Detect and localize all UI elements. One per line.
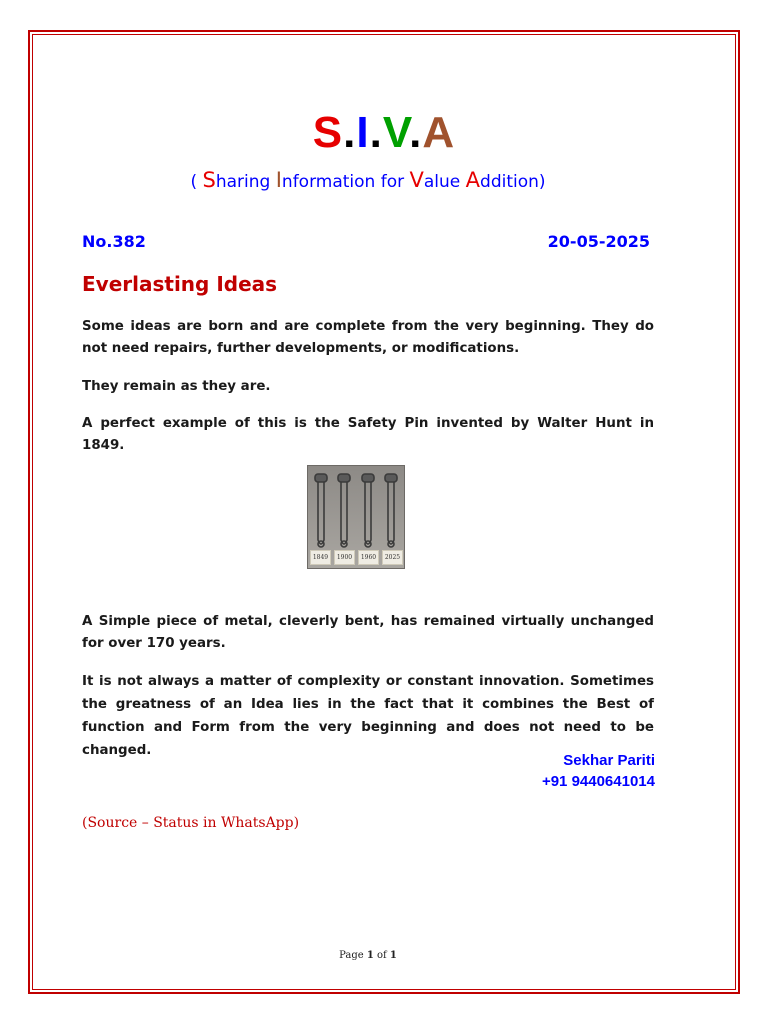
paragraph-5: It is not always a matter of complexity or constant innovation. Sometimes the greatness of an Idea lies in the fact that it combines the Best of function and Form from the very beginning and does not need to be changed. (82, 674, 654, 758)
logo-dot: . (369, 108, 383, 157)
pin-label-1960: 1960 (358, 550, 379, 565)
tagline-i: I (275, 168, 282, 192)
source-note: (Source – Status in WhatsApp) (82, 815, 300, 831)
pin-label-1900: 1900 (334, 550, 355, 565)
logo-dot: . (409, 108, 423, 157)
tagline-i-rest: nformation for (281, 172, 410, 192)
tagline-v-rest: alue (423, 172, 466, 192)
siva-logo (0, 108, 768, 158)
paragraph-2: They remain as they are. (82, 379, 271, 394)
pin-label-2025: 2025 (382, 550, 403, 565)
article-title: Everlasting Ideas (82, 272, 278, 296)
tagline-a: A (465, 168, 481, 192)
safety-pins-image (307, 465, 405, 569)
issue-date: 20-05-2025 (547, 232, 650, 251)
tagline-v: V (409, 168, 424, 192)
tagline (0, 168, 736, 194)
logo-letter-s: S (312, 108, 344, 157)
author-name: Sekhar Pariti (563, 752, 655, 769)
logo-letter-i: I (356, 108, 370, 157)
pin-label-1849: 1849 (310, 550, 331, 565)
page-footer (0, 950, 736, 961)
logo-letter-a: A (422, 108, 456, 157)
paragraph-1: Some ideas are born and are complete from the very beginning. They do not need repairs, further developments, or modifications. (82, 319, 654, 356)
paragraph-3: A perfect example of this is the Safety Pin invented by Walter Hunt in 1849. (82, 416, 654, 453)
author-phone: +91 9440641014 (541, 773, 655, 790)
tagline-open: ( (190, 172, 203, 192)
issue-number: No.382 (82, 232, 146, 251)
tagline-s-rest: haring (215, 172, 276, 192)
footer-of-word: of (377, 950, 387, 961)
footer-page-word: Page (339, 950, 364, 961)
logo-letter-v: V (382, 108, 410, 157)
tagline-a-rest: ddition) (480, 172, 546, 192)
tagline-s: S (202, 168, 216, 192)
paragraph-4: A Simple piece of metal, cleverly bent, has remained virtually unchanged for over 170 years. (82, 614, 654, 651)
footer-page-total: 1 (389, 950, 397, 961)
footer-page-num: 1 (366, 950, 374, 961)
logo-dot: . (343, 108, 357, 157)
